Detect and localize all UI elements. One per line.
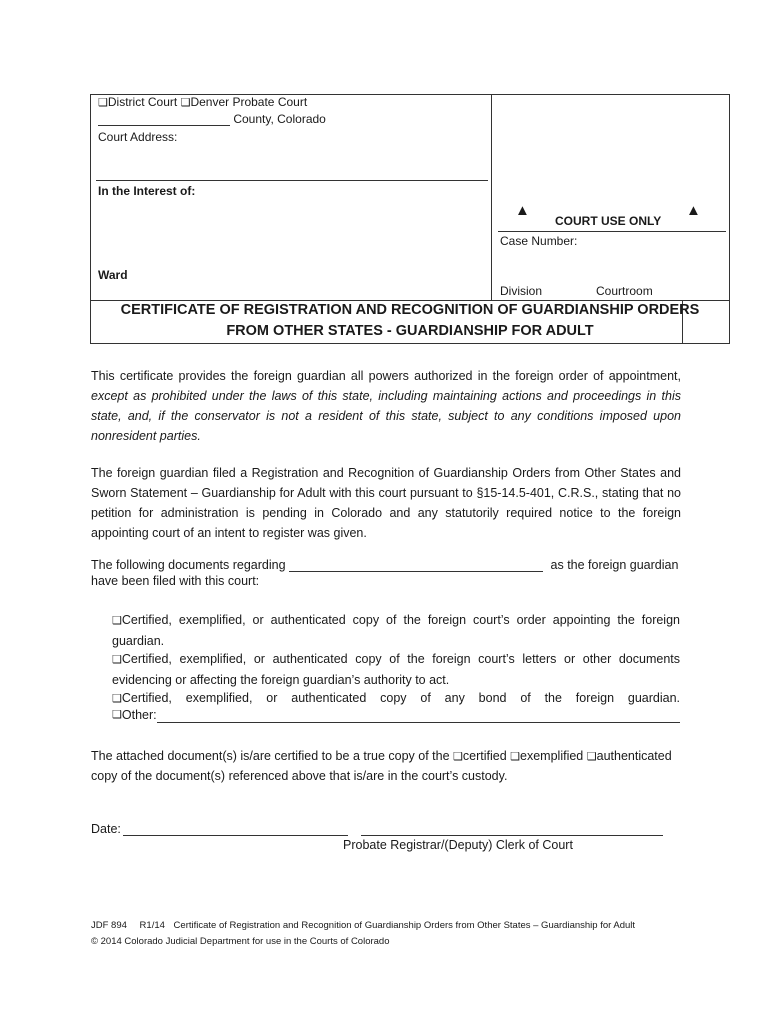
doc-other-field[interactable] — [157, 708, 680, 723]
signature-line[interactable] — [361, 835, 663, 836]
date-label: Date: — [91, 822, 121, 836]
documents-regarding-row — [91, 558, 681, 572]
county-row — [98, 112, 326, 126]
doc-letters-label: Certified, exemplified, or authenticated copy of the foreign court’s letters or other documents evidencing or affecting the foreign guardian’s authority to act. — [112, 652, 680, 687]
doc-item-other — [112, 708, 680, 723]
county-field[interactable] — [98, 113, 230, 126]
court-type-row — [98, 95, 307, 109]
documents-suffix: as the foreign guardian — [550, 558, 679, 572]
doc-other-checkbox[interactable]: ❑ — [112, 709, 122, 721]
attached-prefix: The attached document(s) is/are certified to be a true copy of the — [91, 749, 450, 763]
court-address-label: Court Address: — [98, 130, 178, 144]
division-label: Division — [500, 284, 543, 298]
footer-form-id: JDF 894 — [91, 920, 127, 931]
form-title-line1: CERTIFICATE OF REGISTRATION AND RECOGNITION OF GUARDIANSHIP ORDERS — [120, 302, 700, 318]
exemplified-label: exemplified — [520, 749, 584, 763]
case-number-label: Case Number: — [500, 234, 578, 248]
county-suffix: County, Colorado — [233, 112, 326, 126]
authenticated-label: authenticated — [596, 749, 672, 763]
guardian-name-field[interactable] — [289, 558, 543, 572]
doc-bond-label: Certified, exemplified, or authenticated copy of any bond of the foreign guardian. — [121, 691, 680, 705]
footer-revision: R1/14 — [139, 920, 165, 931]
doc-order-label: Certified, exemplified, or authenticated copy of the foreign court’s order appointing the foreign guardian. — [112, 613, 680, 648]
doc-item-letters — [112, 649, 680, 690]
exemplified-checkbox[interactable]: ❑ — [510, 751, 521, 763]
footer-form-line — [91, 920, 635, 931]
certified-label: certified — [462, 749, 507, 763]
form-title-line2: FROM OTHER STATES - GUARDIANSHIP FOR ADULT — [226, 323, 594, 339]
district-court-label: District Court — [107, 95, 178, 109]
footer-copyright: © 2014 Colorado Judicial Department for use in the Courts of Colorado — [91, 936, 390, 947]
caption-divider — [491, 94, 492, 300]
courtroom-label: Courtroom — [596, 284, 653, 298]
certified-checkbox[interactable]: ❑ — [453, 751, 463, 763]
denver-probate-label: Denver Probate Court — [190, 95, 308, 109]
footer-form-title: Certificate of Registration and Recognition of Guardianship Orders from Other States – Guardianship for Adult — [173, 920, 636, 931]
district-court-checkbox[interactable]: ❑ — [98, 97, 108, 109]
date-field[interactable] — [123, 835, 348, 836]
court-use-only-label: COURT USE ONLY — [555, 214, 662, 228]
authenticated-checkbox[interactable]: ❑ — [586, 751, 597, 763]
documents-line2: have been filed with this court: — [91, 574, 260, 588]
doc-other-label: Other: — [121, 708, 157, 722]
doc-item-order — [112, 610, 680, 651]
left-triangle-icon: ▲ — [515, 202, 530, 219]
powers-text: This certificate provides the foreign guardian all powers authorized in the foreign order of appointment, — [91, 369, 681, 383]
right-triangle-icon: ▲ — [686, 202, 701, 219]
doc-order-checkbox[interactable]: ❑ — [112, 615, 122, 627]
doc-bond-checkbox[interactable]: ❑ — [112, 693, 122, 705]
powers-paragraph — [91, 366, 681, 446]
attached-row — [91, 749, 691, 763]
powers-exceptions-text: except as prohibited under the laws of this state, including maintaining actions and proceedings in this state, and, if the conservator is not a resident of this state, subject to any conditions imposed upon nonresident parties. — [91, 389, 681, 443]
court-address-field[interactable] — [96, 180, 488, 181]
signature-label: Probate Registrar/(Deputy) Clerk of Court — [343, 838, 573, 852]
ward-label: Ward — [98, 268, 128, 282]
interest-label: In the Interest of: — [98, 184, 196, 198]
court-use-rule — [498, 231, 726, 232]
doc-item-bond — [112, 688, 680, 709]
attached-line2: copy of the document(s) referenced above that is/are in the court’s custody. — [91, 769, 508, 783]
doc-letters-checkbox[interactable]: ❑ — [112, 654, 122, 666]
filing-paragraph: The foreign guardian filed a Registration and Recognition of Guardianship Orders from Other States and Sworn Statement – Guardianship for Adult with this court pursuant to §15-14.5-401, C.R.S., stating that no petition for administration is pending in Colorado and any statutorily required notice to the foreign appointing court of an intent to register was given. — [91, 466, 681, 540]
form-title — [91, 300, 729, 342]
denver-probate-checkbox[interactable]: ❑ — [180, 97, 191, 109]
documents-prefix: The following documents regarding — [91, 558, 286, 572]
